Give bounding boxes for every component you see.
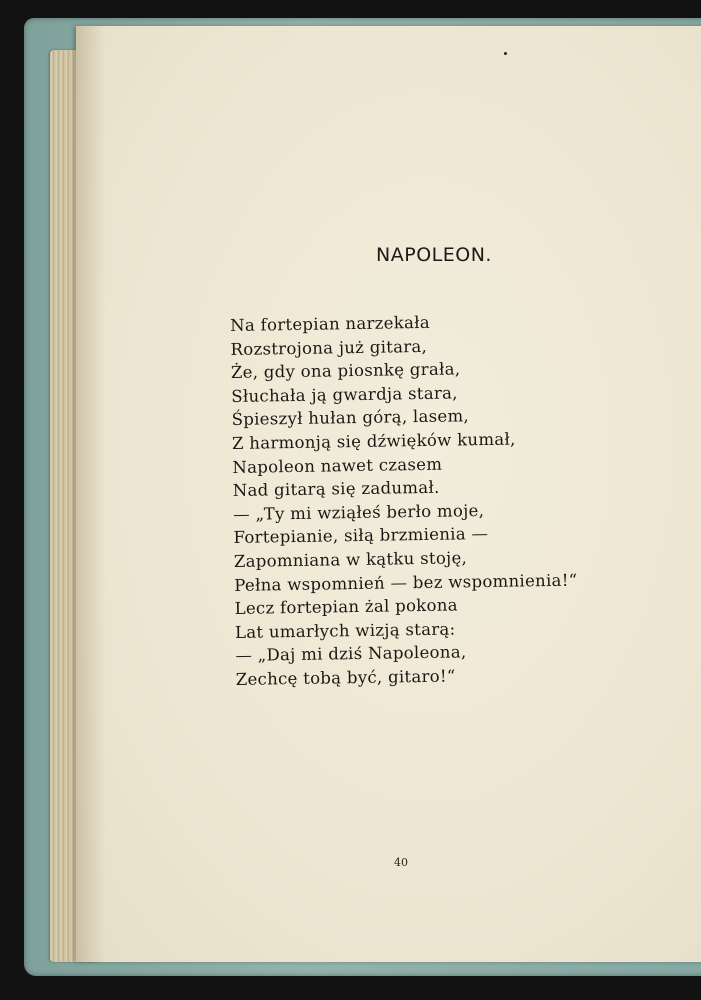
poem-line: Napoleon nawet czasem [232,454,443,477]
book-page [76,26,701,962]
poem-line: Pełna wspomnień — bez wspomnienia!“ [234,570,578,595]
poem-line: Słuchała ją gwardja stara, [231,383,458,406]
poem-line: — „Ty mi wziąłeś berło moje, [232,500,485,524]
poem-line: Nad gitarą się zadumał. [232,477,440,501]
poem-line: Fortepianie, siłą brzmienia — [233,524,489,548]
poem-line: Na fortepian narzekała [230,312,431,335]
poem-title: NAPOLEON. [376,244,492,266]
poem-line: Że, gdy ona piosnkę grała, [230,359,461,383]
poem-line: Lat umarłych wizją starą: [234,619,456,642]
poem-line: — „Daj mi dziś Napoleona, [235,642,467,666]
gutter-shadow [76,26,106,962]
poem-line: Lecz fortepian żal pokona [234,595,458,619]
poem-line: Rozstrojona już gitara, [230,336,428,359]
paper-speck [504,52,507,55]
poem-line: Śpieszył hułan górą, lasem, [231,406,470,430]
page-number: 40 [394,856,408,869]
poem-body [230,309,579,692]
poem-line: Z harmonją się dźwięków kumał, [231,429,516,453]
poem-line: Zapomniana w kątku stoję, [233,548,468,571]
poem-line: Zechcę tobą być, gitaro!“ [235,666,456,689]
